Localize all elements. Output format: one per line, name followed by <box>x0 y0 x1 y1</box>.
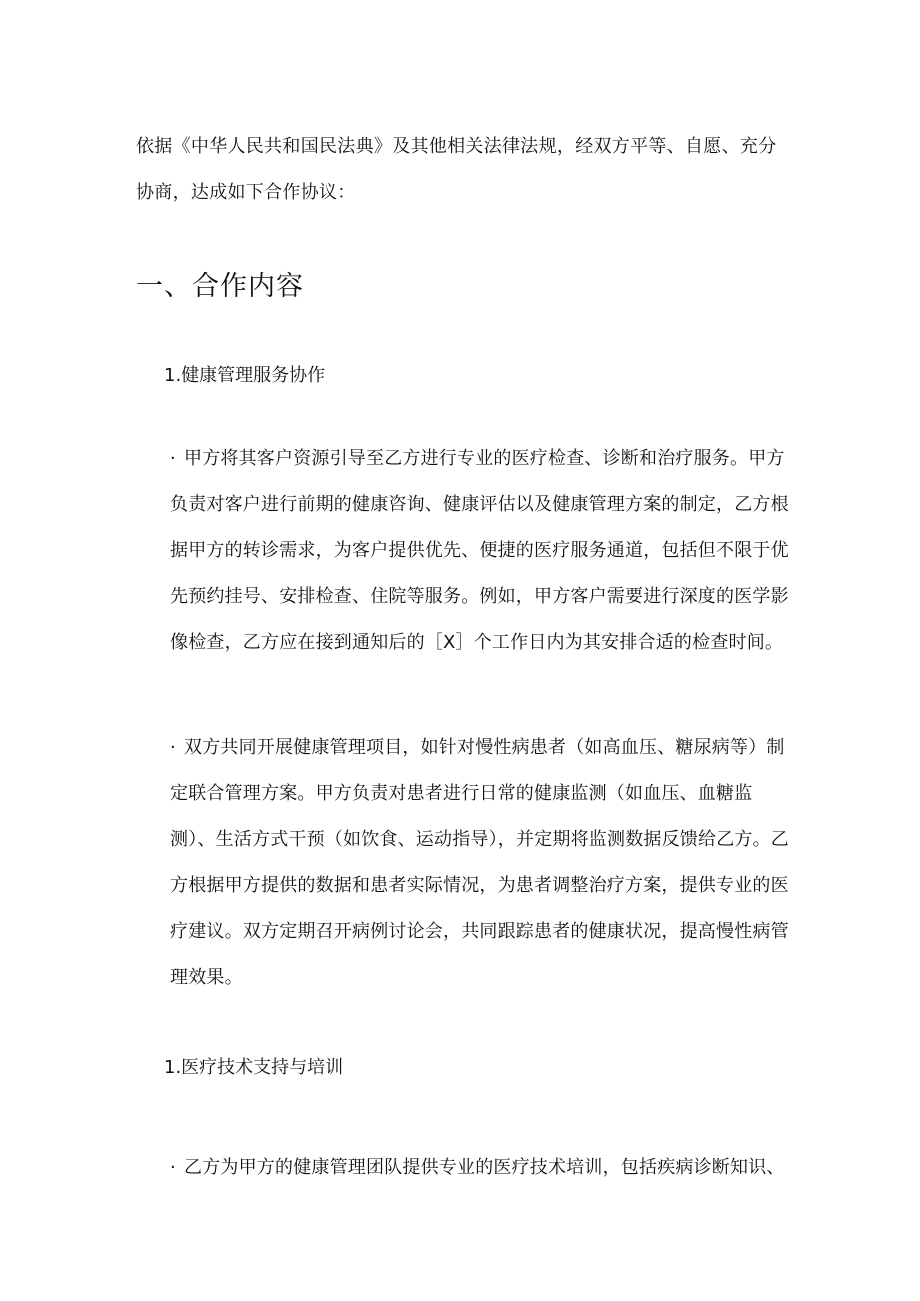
bullet-paragraph <box>170 1145 790 1191</box>
section-heading: 一、合作内容 <box>136 271 304 302</box>
intro-paragraph: 依据《中华人民共和国民法典》及其他相关法律法规，经双方平等、自愿、充分协商，达成如下合作协议： <box>136 136 777 203</box>
bullet-paragraph <box>170 725 790 1001</box>
bullet-text: 乙方为甲方的健康管理团队提供专业的医疗技术培训，包括疾病诊断知识、 <box>184 1157 785 1178</box>
bullet-text: 甲方将其客户资源引导至乙方进行专业的医疗检查、诊断和治疗服务。甲方负责对客户进行前期的健康咨询、健康评估以及健康管理方案的制定，乙方根据甲方的转诊需求，为客户提供优先、便捷的医疗服务通道，包括但不限于优先预约挂号、安排检查、住院等服务。例如，甲方客户需要进行深度的医学影像检查，乙方应在接到通知后的［X］个工作日内为其安排合适的检查时间。 <box>170 448 789 653</box>
bullet-marker: · <box>170 448 176 469</box>
bullet-text: 双方共同开展健康管理项目，如针对慢性病患者（如高血压、糖尿病等）制定联合管理方案。甲方负责对患者进行日常的健康监测（如血压、血糖监测）、生活方式干预（如饮食、运动指导），并定期将监测数据反馈给乙方。乙方根据甲方提供的数据和患者实际情况，为患者调整治疗方案，提供专业的医疗建议。双方定期召开病例讨论会，共同跟踪患者的健康状况，提高慢性病管理效果。 <box>170 737 789 988</box>
bullet-paragraph <box>170 436 790 666</box>
bullet-marker: · <box>170 1157 176 1178</box>
subsection-heading-technical-support: 1.医疗技术支持与培训 <box>164 1057 344 1078</box>
subsection-heading-health-management: 1.健康管理服务协作 <box>164 365 326 386</box>
bullet-marker: · <box>170 737 176 758</box>
